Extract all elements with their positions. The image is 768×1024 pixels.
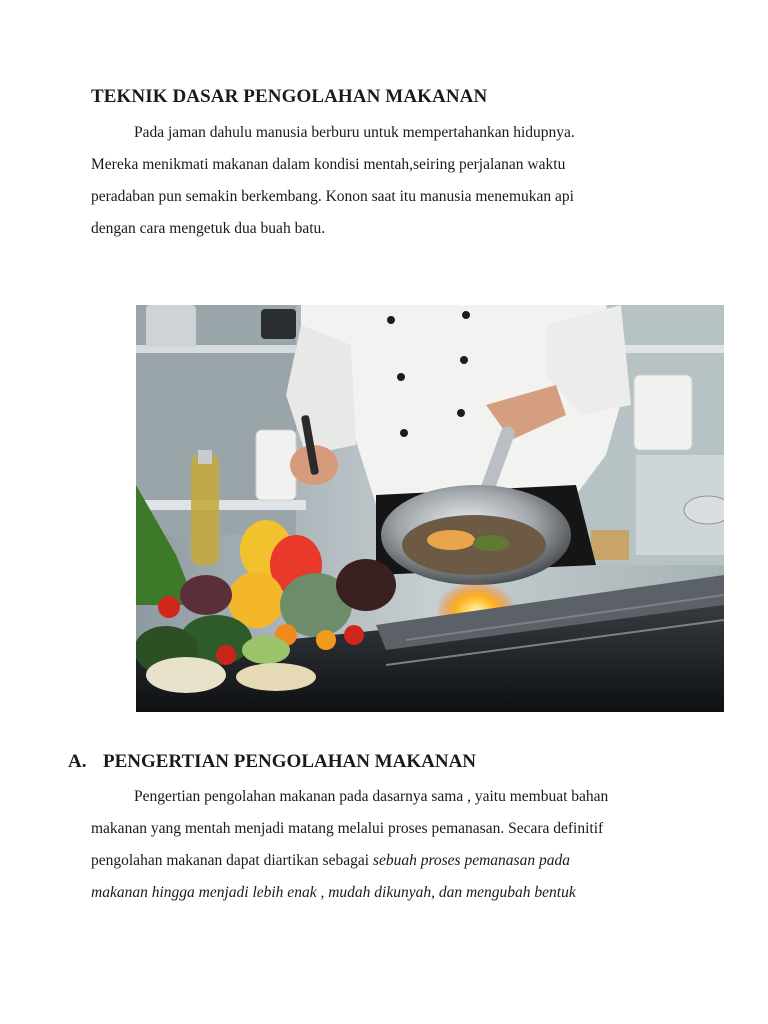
intro-line-3: peradaban pun semakin berkembang. Konon saat itu manusia menemukan api xyxy=(91,188,574,205)
section-a-paragraph xyxy=(91,781,691,909)
section-a-line-1: Pengertian pengolahan makanan pada dasarnya sama , yaitu membuat bahan xyxy=(134,788,609,805)
section-a-title: PENGERTIAN PENGOLAHAN MAKANAN xyxy=(103,751,477,772)
document-title: TEKNIK DASAR PENGOLAHAN MAKANAN xyxy=(91,86,488,107)
section-a-line-2: makanan yang mentah menjadi matang melalui proses pemanasan. Secara definitif xyxy=(91,820,604,837)
section-a-letter: A. xyxy=(68,751,87,772)
intro-line-2: Mereka menikmati makanan dalam kondisi mentah,seiring perjalanan waktu xyxy=(91,156,566,173)
section-a-line-4: makanan hingga menjadi lebih enak , mudah dikunyah, dan mengubah bentuk xyxy=(91,884,576,901)
intro-line-1: Pada jaman dahulu manusia berburu untuk mempertahankan hidupnya. xyxy=(134,124,575,141)
chef-cooking-photo xyxy=(136,305,724,712)
intro-paragraph xyxy=(91,117,691,245)
section-a-heading xyxy=(68,751,476,773)
intro-line-4: dengan cara mengetuk dua buah batu. xyxy=(91,220,326,237)
section-a-line-3: pengolahan makanan dapat diartikan sebagai sebuah proses pemanasan pada xyxy=(91,852,570,869)
